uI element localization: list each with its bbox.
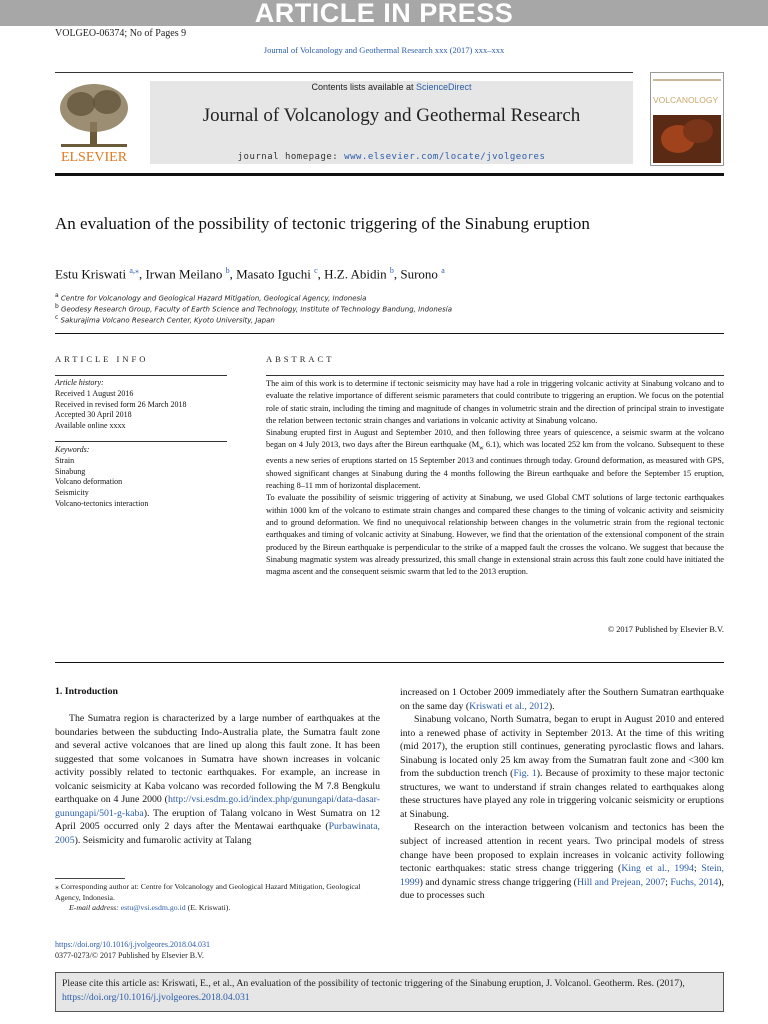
magnitude-subscript: w xyxy=(479,446,484,453)
author-affiliation-sup[interactable]: b xyxy=(225,266,230,275)
abstract-heading: ABSTRACT xyxy=(266,354,335,364)
affiliation-text: Centre for Volcanology and Geological Hazard Mitigation, Geological Agency, Indonesia xyxy=(60,294,367,303)
document-id: VOLGEO-06374; No of Pages 9 xyxy=(55,28,187,39)
cover-title: VOLCANOLOGY xyxy=(653,95,719,105)
history-item: Accepted 30 April 2018 xyxy=(55,410,132,420)
author-name[interactable]: Masato Iguchi xyxy=(236,266,311,282)
abstract-text-run: Sinabung erupted first in August and September 2010, and then following three years of quiescence, a seismic swarm at the volcano began on 4 July 2013, two days after the Bireun earthquake (M xyxy=(266,428,724,450)
email-link[interactable]: estu@vsi.esdm.go.id xyxy=(120,903,186,912)
body-text-run: ). Seismicity and fumarolic activity at Talang xyxy=(74,834,252,846)
author-affiliation-sup[interactable]: a,⁎ xyxy=(129,266,139,275)
body-text-run: ). The eruption of Talang volcano in West Sumatra on 12 April 2005 occurred only 2 days after the Mentawai earthquake ( xyxy=(55,807,380,833)
abstract-paragraph: To evaluate the possibility of seismic triggering of activity at Sinabung, we used Global CMT solutions of large tectonic earthquakes within 1000 km of the volcano to estimate strain changes and compared these changes to the timing of volcanic activity and seismicity and to ground deformation. We find no unequivocal relationship between changes in the volumetric strain from the regional tectonic earthquakes and timing of volcanic activity at Sinabung. However, we find that the orientation of the extensional component of the strain produced by the Bireun earthquake is perpendicular to the strike of a mapped fault the crosses the volcano. We suggest that because the Sinabung magmatic system was already pressurized, this small change in extensional strain across this fault zone could have initiated the magma ascent and the consequent seismic swarm that led to the 2013 eruption. xyxy=(266,493,724,577)
body-text-run: ). xyxy=(548,700,555,712)
journal-homepage xyxy=(150,152,633,162)
cover-stripe xyxy=(653,79,721,81)
body-paragraph xyxy=(400,821,724,902)
history-label: Article history: xyxy=(55,378,104,387)
email-label: E-mail address: xyxy=(69,903,121,912)
affiliation xyxy=(55,303,452,313)
keyword: Seismicity xyxy=(55,488,89,498)
author-name[interactable]: Irwan Meilano xyxy=(145,266,223,282)
body-text-run: Research on the interaction between volcanism and tectonics has been the subject of increased attention in recent years. Two principal models of stress change have been proposed to explain increases in volcanic activity following tectonic earthquakes: static stress change triggering ( xyxy=(400,822,724,875)
body-paragraph xyxy=(55,712,380,847)
journal-title: Journal of Volcanology and Geothermal Research xyxy=(202,105,581,126)
issn-line: 0377-0273/© 2017 Published by Elsevier B.V. xyxy=(55,951,204,960)
homepage-prefix: journal homepage: xyxy=(237,152,345,162)
author-affiliation-sup[interactable]: c xyxy=(314,266,318,275)
author-affiliation-sup[interactable]: a xyxy=(441,266,445,275)
affiliation xyxy=(55,292,366,302)
body-text-run: increased on 1 October 2009 immediately after the Southern Sumatran earthquake on the same day ( xyxy=(400,687,724,712)
doi-link[interactable]: https://doi.org/10.1016/j.jvolgeores.2018.04.031 xyxy=(55,940,210,949)
cite-doi-link[interactable]: https://doi.org/10.1016/j.jvolgeores.2018.04.031 xyxy=(62,992,250,1003)
doi-block xyxy=(55,939,210,961)
affiliation-text: Geodesy Research Group, Faculty of Earth Science and Technology, Institute of Technology Bandung, Indonesia xyxy=(61,305,452,314)
affiliation-sup: c xyxy=(55,314,59,321)
banner-text: ARTICLE IN PRESS xyxy=(254,0,514,28)
body-text-run: ) and dynamic stress change triggering ( xyxy=(419,876,577,888)
citation-link[interactable]: Fuchs, 2014 xyxy=(670,876,719,888)
body-left-column xyxy=(55,712,380,847)
section-heading: 1. Introduction xyxy=(55,686,118,697)
body-text-run: ; xyxy=(693,863,702,875)
author-affiliation-sup[interactable]: b xyxy=(389,266,394,275)
section-rule xyxy=(55,333,724,334)
citation-link[interactable]: Kriswati et al., 2012 xyxy=(469,700,549,712)
keywords-label: Keywords: xyxy=(55,445,90,454)
header-rule xyxy=(55,72,633,73)
elsevier-logo xyxy=(55,80,133,166)
keyword: Sinabung xyxy=(55,466,86,476)
body-text-run: ; xyxy=(665,876,671,888)
affiliation-text: Sakurajima Volcano Research Center, Kyoto University, Japan xyxy=(60,316,275,325)
journal-cover xyxy=(650,72,724,166)
body-right-column xyxy=(400,686,724,903)
article-info-rule xyxy=(55,375,227,376)
journal-reference-link[interactable]: Journal of Volcanology and Geothermal Research xxx (2017) xxx–xxx xyxy=(263,45,505,55)
header-thick-rule xyxy=(55,173,724,176)
affiliation-sup: a xyxy=(55,292,59,299)
abstract-text xyxy=(266,378,724,578)
article-info-heading: ARTICLE INFO xyxy=(55,354,149,364)
keyword: Strain xyxy=(55,455,75,465)
author-name[interactable]: Surono xyxy=(400,266,438,282)
history-item: Received in revised form 26 March 2018 xyxy=(55,399,187,409)
footnote-email-line xyxy=(55,903,380,914)
figure-link[interactable]: Fig. 1 xyxy=(513,768,537,780)
citation-link[interactable]: Stein, 1999 xyxy=(400,863,725,888)
cite-this-article-box xyxy=(55,972,724,1012)
homepage-link[interactable]: www.elsevier.com/locate/jvolgeores xyxy=(344,152,546,162)
keyword: Volcano-tectonics interaction xyxy=(55,498,149,508)
section-rule xyxy=(55,662,724,663)
contents-prefix: Contents lists available at xyxy=(311,82,417,92)
article-title: An evaluation of the possibility of tectonic triggering of the Sinabung eruption xyxy=(55,214,590,233)
abstract-paragraph xyxy=(266,427,724,492)
email-suffix: (E. Kriswati). xyxy=(185,903,231,912)
article-history xyxy=(55,378,227,432)
footnote-text: ⁎ Corresponding author at: Centre for Volcanology and Geological Hazard Mitigation, Geological Agency, Indonesia. xyxy=(55,882,361,902)
footnote-rule xyxy=(55,878,125,879)
author-name[interactable]: H.Z. Abidin xyxy=(324,266,387,282)
body-text-run: Sinabung volcano, North Sumatra, began to erupt in August 2010 and entered into a renewed phase of activity in September 2013. At the time of this writing (mid 2017), the eruption still continues, generating pyroclastic flows and lahars. Sinabung is located only 25 km away from the Sumatran fault zone and <300 km from the subduction trench ( xyxy=(400,714,724,780)
citation-link[interactable]: King et al., 1994 xyxy=(621,863,694,875)
affiliation-sup: b xyxy=(55,303,59,310)
body-paragraph xyxy=(400,686,724,713)
body-paragraph xyxy=(400,713,724,821)
cover-image xyxy=(653,115,721,163)
abstract-copyright: © 2017 Published by Elsevier B.V. xyxy=(607,625,724,634)
history-item: Available online xxxx xyxy=(55,421,126,431)
abstract-paragraph: The aim of this work is to determine if tectonic seismicity may have had a role in triggering volcanic activity at Sinabung volcano and to evaluate the relative importance of different seismic parameters that could contribute to triggering an eruption. We focus on the potential role of static strain, including the timing and magnitude of changes in volumetric strain and the direction of principal strain to investigate the relation between tectonic strain changes and variations in volcanic activity at Sinabung volcano. xyxy=(266,379,724,425)
lava-shape xyxy=(683,119,713,143)
body-text-run: ), due to processes such xyxy=(400,876,725,902)
affiliation xyxy=(55,314,275,324)
keywords-rule xyxy=(55,441,227,442)
author-name[interactable]: Estu Kriswati xyxy=(55,266,127,282)
citation-link[interactable]: Hill and Prejean, 2007 xyxy=(576,876,666,888)
publisher-name: ELSEVIER xyxy=(60,150,128,165)
cite-text: Please cite this article as: Kriswati, E., et al., An evaluation of the possibility of tectonic triggering of the Sinabung eruption, J. Volcanol. Geotherm. Res. (2017), xyxy=(62,978,685,989)
corresponding-author-footnote xyxy=(55,882,380,914)
abstract-text-run: 6.1), which was located 252 km from the volcano. Subsequent to these events a new series of eruptions started on 15 September 2013 and continues through today. Ground deformation, as measured with GPS, showed significant changes at Sinabung during the 4 months following the Bireun earthquake and before the September 15 eruption, reaching 8–11 mm of horizontal displacement. xyxy=(266,440,725,491)
citation-link[interactable]: http://vsi.esdm.go.id/index.php/gunungapi/data-dasar-gunungapi/501-g-kaba xyxy=(55,794,380,819)
abstract-rule xyxy=(266,375,724,376)
body-text-run: The Sumatra region is characterized by a large number of earthquakes at the boundaries between the subducting Indo-Australia plate, the Sumatra fault zone and several active volcanoes that are lined up along this fault zone. It has been suggested that some volcanoes in Sumatra have shown increases in volcanic activity possibly related to tectonic earthquakes. For example, an increase in volcanic seismicity at Kaba volcano was recorded following the M 7.8 Bengkulu earthquake on 4 June 2000 ( xyxy=(55,713,380,806)
citation-link[interactable]: Purbawinata, 2005 xyxy=(55,821,380,846)
keywords xyxy=(55,445,227,510)
body-text-run: ). Because of proximity to these major tectonic structures, we want to understand if strain changes related to earthquakes along these structures have played any role in triggering volcanic seismicity or eruptions at Sinabung. xyxy=(400,768,724,820)
sciencedirect-link[interactable]: ScienceDirect xyxy=(416,82,472,92)
keyword: Volcano deformation xyxy=(55,477,123,487)
contents-line xyxy=(150,82,633,92)
history-item: Received 1 August 2016 xyxy=(55,388,134,398)
author-list: Estu Kriswati $^{a,⁎}$, Irwan Meilano $^b$, Masato Iguchi $^c$, H.Z. Abidin $^b$, Surono $^a$ xyxy=(55,266,445,282)
